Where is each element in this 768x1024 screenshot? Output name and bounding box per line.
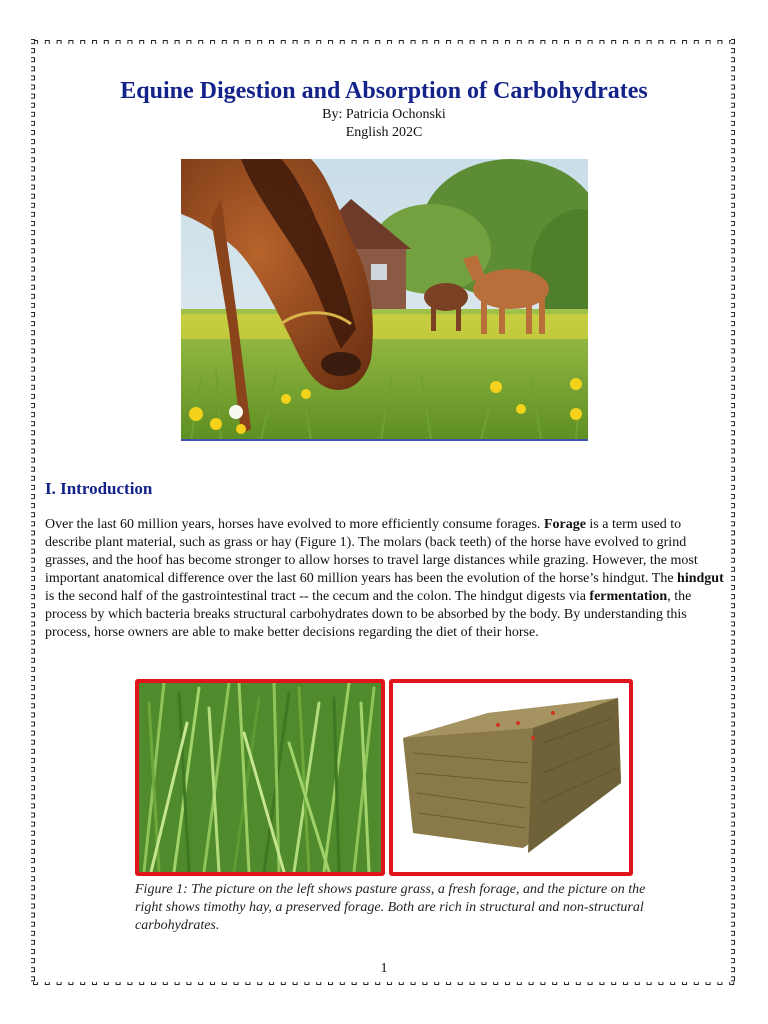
image-underline [181,439,588,441]
term-hindgut: hindgut [677,571,724,586]
paragraph-text: , the process by which bacteria breaks structural carbohydrates down to be absorbed by the body. By understanding this process, horse owners are able to make better decisions regarding the diet of their horse. [45,589,692,640]
section-heading: I. Introduction [45,479,153,498]
horse-grazing-photo [181,159,588,439]
page-number: 1 [380,961,388,976]
term-fermentation: fermentation [589,589,668,604]
term-forage: Forage [543,517,586,532]
hay-bale-photo [389,679,633,876]
paragraph-text: Over the last 60 million years, horses have evolved to more efficiently consume forages. [45,517,544,532]
pasture-grass-photo [135,679,385,876]
author-byline: By: Patricia Ochonski [322,107,446,122]
introduction-paragraph [45,516,725,642]
paragraph-text: is the second half of the gastrointestinal tract -- the cecum and the colon. The hindgut digests via [45,589,590,604]
document-title: Equine Digestion and Absorption of Carbohydrates [120,78,648,104]
course-name: English 202C [345,125,423,140]
figure-caption: Figure 1: The picture on the left shows pasture grass, a fresh forage, and the picture on the right shows timothy hay, a preserved forage. Both are rich in structural and non-structural carbohydrates. [135,882,646,933]
paragraph-text: is a term used to describe plant material, such as grass or hay (Figure 1). The molars (back teeth) of the horse have evolved to grind grasses, and the hoof has become stronger to allow horses to travel large distances while grazing. However, the most important anatomical difference over the last 60 million years has been the evolution of the horse’s hindgut. The [45,517,698,586]
